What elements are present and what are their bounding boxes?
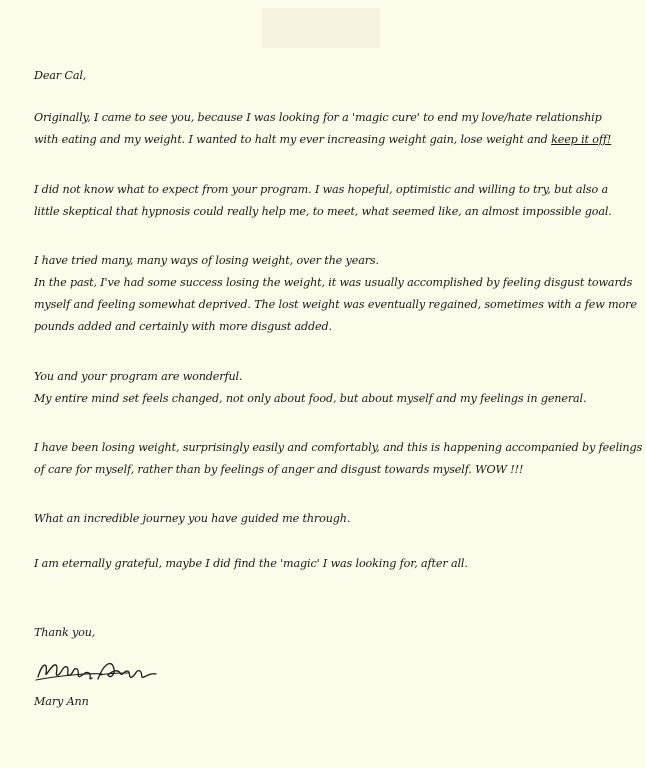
paragraph-3-line-2: In the past, I've had some success losing the weight, it was usually accomplished by feeling disgust towards <box>34 276 633 289</box>
paragraph-5-line-1: I have been losing weight, surprisingly easily and comfortably, and this is happening accompanied by feelings <box>34 441 643 454</box>
paragraph-2-line-2: little skeptical that hypnosis could really help me, to meet, what seemed like, an almost impossible goal. <box>34 205 612 218</box>
closing: Thank you, <box>34 626 96 639</box>
paragraph-1-line-1: Originally, I came to see you, because I was looking for a 'magic cure' to end my love/hate relationship <box>34 111 602 124</box>
handwritten-signature <box>32 653 162 689</box>
paragraph-1-line-2 <box>34 133 611 147</box>
paragraph-6-line-1: What an incredible journey you have guided me through. <box>34 512 351 525</box>
paragraph-1-emphasis: keep it off! <box>551 133 612 146</box>
paragraph-1-line-2-text: with eating and my weight. I wanted to halt my ever increasing weight gain, lose weight and <box>34 133 552 146</box>
letterhead-watermark <box>262 8 380 48</box>
paragraph-4-line-2: My entire mind set feels changed, not only about food, but about myself and my feelings in general. <box>34 392 587 405</box>
paragraph-3-line-1: I have tried many, many ways of losing weight, over the years. <box>34 254 379 267</box>
paragraph-2-line-1: I did not know what to expect from your program. I was hopeful, optimistic and willing to try, but also a <box>34 183 608 196</box>
salutation: Dear Cal, <box>34 69 87 82</box>
signer-name: Mary Ann <box>34 695 89 708</box>
paragraph-4-line-1: You and your program are wonderful. <box>34 370 243 383</box>
paragraph-5-line-2: of care for myself, rather than by feelings of anger and disgust towards myself. WOW !!! <box>34 463 524 476</box>
paragraph-7-line-1: I am eternally grateful, maybe I did find the 'magic' I was looking for, after all. <box>34 557 468 570</box>
paragraph-3-line-3: myself and feeling somewhat deprived. The lost weight was eventually regained, sometimes with a few more <box>34 298 637 311</box>
paragraph-3-line-4: pounds added and certainly with more disgust added. <box>34 320 332 333</box>
